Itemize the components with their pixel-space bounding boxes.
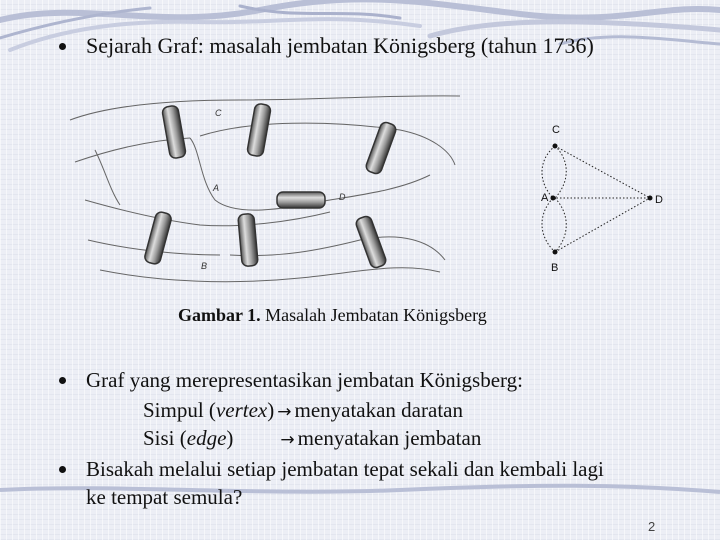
- map-label-d: D: [339, 192, 346, 202]
- map-label-b: B: [201, 261, 208, 271]
- right-arrow-icon: →: [280, 430, 295, 450]
- bullet-question-line1: Bisakah melalui setiap jembatan tepat sekali dan kembali lagi: [86, 457, 604, 481]
- map-label-a: A: [213, 183, 220, 193]
- edge-description: menyatakan jembatan: [297, 426, 482, 450]
- caption-label: Gambar 1.: [178, 305, 261, 325]
- graph-label-c: C: [552, 124, 560, 136]
- vertex-c: [553, 144, 558, 149]
- caption-text: Masalah Jembatan Königsberg: [260, 305, 487, 325]
- vertex-b: [553, 250, 558, 255]
- edge-term: edge: [186, 426, 227, 450]
- graph-vertices: [551, 144, 653, 255]
- bullet-icon: [59, 377, 66, 384]
- bridge-2: [247, 103, 272, 157]
- bridge-4: [277, 192, 325, 208]
- graph-label-d: D: [655, 194, 663, 206]
- graph-label-b: B: [551, 262, 559, 274]
- edge-definition: [143, 426, 481, 452]
- vertex-a: [551, 196, 556, 201]
- map-label-c: C: [215, 108, 222, 118]
- bullet-question-line2: ke tempat semula?: [86, 485, 243, 509]
- slide-title: Sejarah Graf: masalah jembatan Königsberg (tahun 1736): [86, 33, 594, 58]
- page-number: 2: [648, 519, 656, 534]
- bridge-3: [365, 121, 398, 175]
- edge-suffix: ): [226, 426, 234, 450]
- figure-caption: [178, 303, 487, 327]
- right-arrow-icon: →: [277, 402, 292, 422]
- edge-prefix: Sisi (: [143, 426, 187, 450]
- vertex-d: [648, 196, 653, 201]
- bridge-1: [162, 105, 187, 159]
- bridge-6: [238, 213, 258, 266]
- vertex-term: vertex: [215, 398, 268, 422]
- vertex-prefix: Simpul (: [143, 398, 216, 422]
- vertex-definition: [143, 398, 463, 424]
- graph-edges: [542, 146, 650, 252]
- bullet-icon: [59, 466, 66, 473]
- bullet-graph-representation: Graf yang merepresentasikan jembatan Königsberg:: [86, 368, 523, 392]
- vertex-description: menyatakan daratan: [294, 398, 463, 422]
- bridge-5: [144, 211, 173, 265]
- graph-label-a: A: [541, 192, 549, 204]
- bridge-7: [355, 215, 388, 269]
- vertex-suffix: ): [267, 398, 275, 422]
